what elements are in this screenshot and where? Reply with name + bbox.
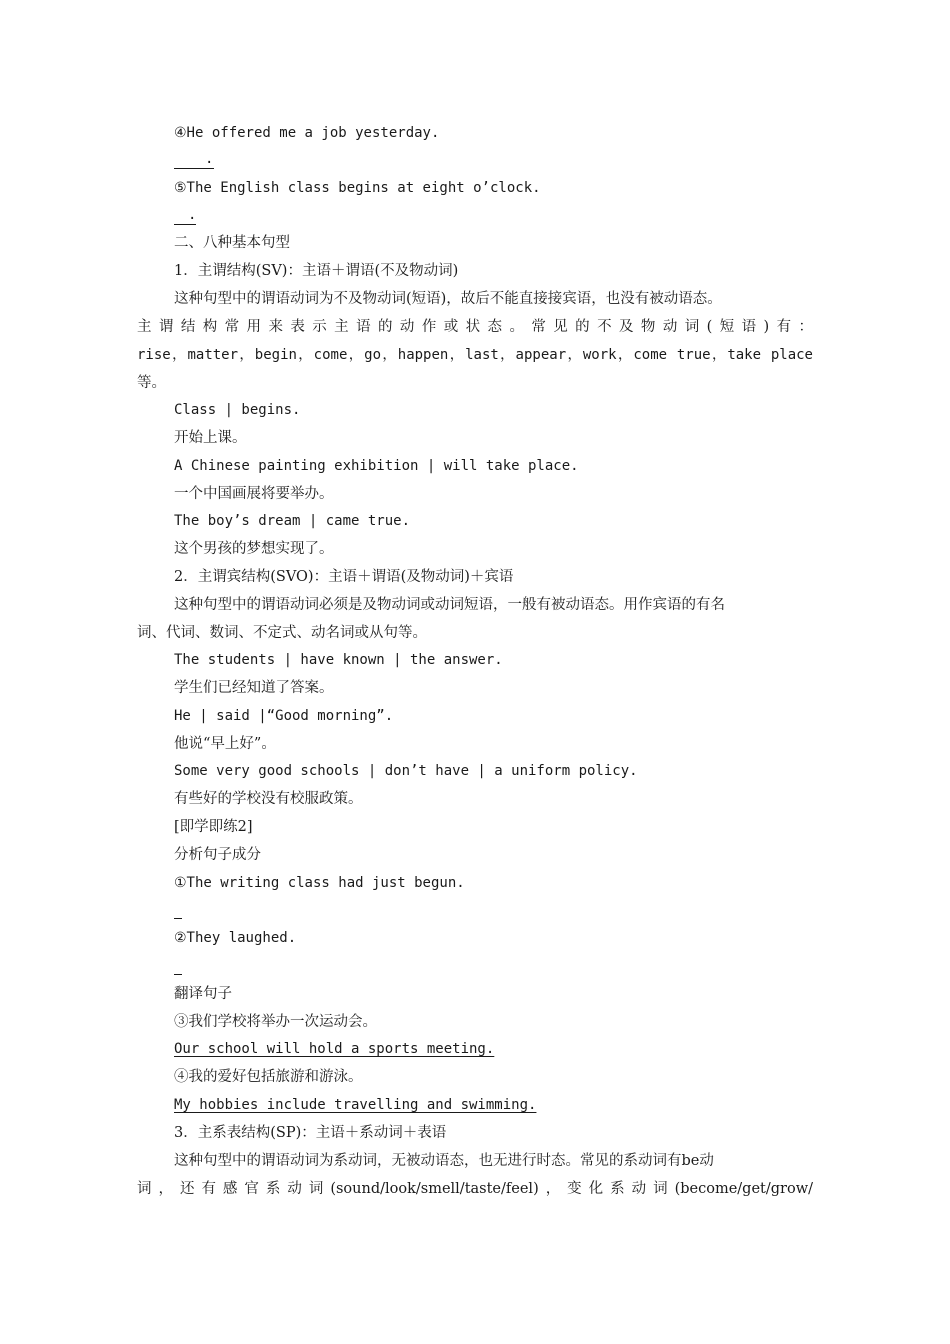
sv-desc: 等。 (137, 375, 166, 391)
practice-item-2: ②They laughed. (174, 930, 297, 946)
example-zh: 有些好的学校没有校服政策。 (174, 791, 363, 807)
practice-label: [即学即练2] (174, 819, 253, 835)
example-zh: 一个中国画展将要举办。 (174, 486, 334, 502)
sv-verb-list: rise，matter，begin，come，go，happen，last，appear，work，come true，take place (137, 347, 813, 363)
svo-title: 2．主谓宾结构(SVO)：主语＋谓语(及物动词)＋宾语 (174, 569, 514, 585)
answer-blank (174, 974, 182, 975)
answer-blank (174, 168, 214, 169)
practice-part-b: 翻译句子 (174, 986, 232, 1002)
practice-item-3: ③我们学校将举办一次运动会。 (174, 1014, 377, 1030)
answer-blank (174, 918, 182, 919)
example-en: Some very good schools | don’t have | a uniform policy. (174, 763, 638, 779)
sp-desc: 这种句型中的谓语动词为系动词，无被动语态，也无进行时态。常见的系动词有be动 (174, 1153, 714, 1169)
svo-desc: 这种句型中的谓语动词必须是及物动词或动词短语，一般有被动语态。用作宾语的有名 (174, 597, 725, 613)
svo-desc: 词、代词、数词、不定式、动名词或从句等。 (137, 625, 427, 641)
sv-desc: 主谓结构常用来表示主语的动作或状态。常见的不及物动词(短语)有： (137, 319, 813, 335)
practice-answer-3: Our school will hold a sports meeting. (174, 1041, 495, 1057)
example-en: He | said |“Good morning”. (174, 708, 394, 724)
example-en: The students | have known | the answer. (174, 652, 503, 668)
exercise-item-5: ⑤The English class begins at eight o’clock. (174, 180, 541, 196)
example-zh: 开始上课。 (174, 430, 247, 446)
sv-desc: 这种句型中的谓语动词为不及物动词(短语)，故后不能直接接宾语，也没有被动语态。 (174, 291, 722, 307)
practice-answer-4: My hobbies include travelling and swimming. (174, 1097, 537, 1113)
practice-item-1: ①The writing class had just begun. (174, 875, 465, 891)
sp-title: 3．主系表结构(SP)：主语＋系动词＋表语 (174, 1125, 447, 1141)
practice-item-4: ④我的爱好包括旅游和游泳。 (174, 1069, 363, 1085)
section-heading: 二、八种基本句型 (174, 235, 290, 251)
example-en: The boy’s dream | came true. (174, 513, 411, 529)
sv-title: 1．主谓结构(SV)：主语＋谓语(不及物动词) (174, 263, 459, 279)
exercise-item-4: ④He offered me a job yesterday. (174, 125, 440, 141)
practice-part-a: 分析句子成分 (174, 847, 261, 863)
blank-period: . (205, 151, 214, 167)
example-en: Class | begins. (174, 402, 301, 418)
example-en: A Chinese painting exhibition | will take place. (174, 458, 579, 474)
example-zh: 学生们已经知道了答案。 (174, 680, 334, 696)
sp-desc: 词，还有感官系动词(sound/look/smell/taste/feel)，变化系动词(become/get/grow/ (137, 1181, 813, 1197)
answer-blank (174, 224, 196, 225)
example-zh: 他说“早上好”。 (174, 736, 276, 752)
blank-period: . (188, 207, 197, 223)
example-zh: 这个男孩的梦想实现了。 (174, 541, 334, 557)
